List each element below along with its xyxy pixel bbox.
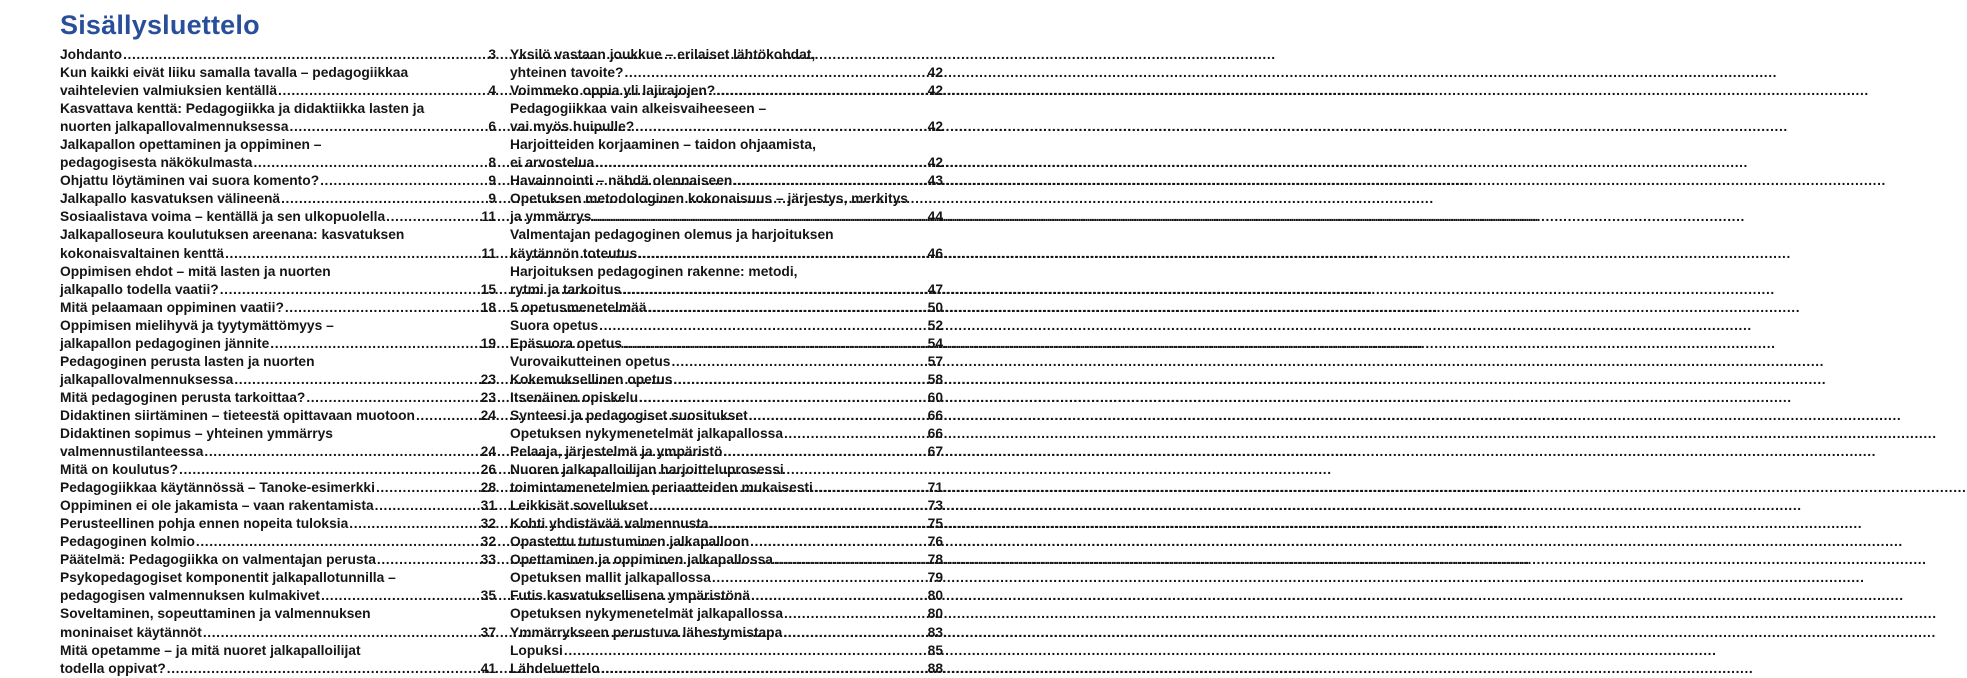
toc-entry-line — [60, 587, 496, 605]
toc-entry-line — [510, 136, 943, 154]
toc-page-number: 80 — [927, 606, 943, 622]
toc-entry[interactable] — [510, 353, 943, 371]
dot-leader — [375, 497, 480, 515]
toc-entry[interactable] — [510, 82, 943, 100]
toc-entry[interactable] — [510, 569, 943, 587]
toc-page-number: 35 — [480, 588, 496, 604]
toc-entry-line — [510, 208, 943, 226]
toc-entry-line — [60, 461, 496, 479]
toc-page-number: 80 — [927, 588, 943, 604]
dot-leader — [281, 190, 487, 208]
toc-entry-line — [60, 136, 496, 154]
toc-page-number: 42 — [927, 155, 943, 171]
toc-entry[interactable] — [60, 533, 496, 551]
toc-page-number: 50 — [927, 299, 943, 315]
dot-leader — [377, 551, 480, 569]
toc-entry-title: Leikkisät sovellukset — [510, 498, 649, 514]
dot-leader — [601, 660, 927, 678]
dot-leader — [179, 461, 480, 479]
toc-entry-line — [510, 569, 943, 587]
toc-column-right — [510, 46, 943, 678]
dot-leader — [671, 353, 926, 371]
toc-entry[interactable] — [60, 497, 496, 515]
dot-leader — [599, 317, 926, 335]
toc-page-number: 32 — [480, 516, 496, 532]
toc-entry[interactable] — [60, 64, 496, 100]
toc-entry[interactable] — [510, 425, 943, 443]
toc-entry[interactable] — [60, 425, 496, 461]
toc-entry-title: Pedagoginen perusta lasten ja nuorten — [60, 353, 315, 369]
toc-page-number: 75 — [927, 516, 943, 532]
toc-entry-title: Kun kaikki eivät liiku samalla tavalla – pedagogiikkaa — [60, 65, 409, 81]
dot-leader — [784, 605, 927, 623]
toc-entry-line — [510, 64, 943, 82]
toc-entry-line — [60, 118, 496, 136]
toc-entry-title: Pedagoginen kolmio — [60, 534, 195, 550]
toc-entry[interactable] — [60, 136, 496, 172]
toc-entry[interactable] — [510, 263, 943, 299]
toc-entry-title: Epäsuora opetus — [510, 335, 622, 351]
toc-entry-title: Kokemuksellinen opetus — [510, 371, 673, 387]
toc-entry-line — [60, 46, 496, 64]
toc-entry-title: rytmi ja tarkoitus — [510, 281, 622, 297]
dot-leader — [639, 389, 927, 407]
toc-entry-title: ei arvostelua — [510, 155, 595, 171]
toc-entry-line — [60, 569, 496, 587]
toc-page-number: 9 — [488, 173, 496, 189]
toc-page-number: 73 — [927, 498, 943, 514]
toc-entry-line — [60, 660, 496, 678]
dot-leader — [595, 154, 926, 172]
toc-entry-title: Kasvattava kenttä: Pedagogiikka ja didaktiikka lasten ja — [60, 101, 425, 117]
toc-entry-line — [510, 551, 943, 569]
toc-page-number: 67 — [927, 444, 943, 460]
toc-entry-line — [510, 425, 943, 443]
toc-entry-line — [60, 263, 496, 281]
toc-entry[interactable] — [510, 190, 943, 226]
dot-leader — [270, 335, 479, 353]
toc-page-number: 4 — [488, 83, 496, 99]
toc-page-number: 8 — [488, 155, 496, 171]
dot-leader — [376, 479, 480, 497]
toc-entry-line — [60, 100, 496, 118]
dot-leader — [635, 118, 926, 136]
toc-page-number: 23 — [480, 389, 496, 405]
toc-page-number: 66 — [927, 425, 943, 441]
toc-entry-title: Mitä on koulutus? — [60, 462, 179, 478]
toc-page-number: 52 — [927, 317, 943, 333]
toc-entry-line — [510, 353, 943, 371]
toc-entry-title: Opetuksen mallit jalkapallossa — [510, 570, 711, 586]
dot-leader — [234, 371, 479, 389]
toc-page-number: 42 — [927, 119, 943, 135]
toc-entry-line — [510, 317, 943, 335]
toc-entry-line — [510, 497, 943, 515]
toc-entry-title: Vurovaikutteinen opetus — [510, 353, 671, 369]
toc-entry-title: Valmentajan pedagoginen olemus ja harjoituksen — [510, 227, 834, 243]
dot-leader — [123, 46, 487, 64]
toc-page-number: 18 — [480, 299, 496, 315]
toc-entry-title: jalkapallovalmennuksessa — [60, 371, 234, 387]
toc-entry-title: 5 opetusmenetelmää — [510, 299, 647, 315]
toc-entry-title: Itsenäinen opiskelu — [510, 389, 639, 405]
toc-entry-title: Didaktinen siirtäminen – tieteestä opittavaan muotoon — [60, 407, 415, 423]
toc-entry-line — [60, 154, 496, 172]
toc-entry[interactable] — [60, 389, 496, 407]
toc-entry-title: Opettaminen ja oppiminen jalkapallossa — [510, 552, 773, 568]
toc-entry-title: pedagogisen valmennuksen kulmakivet — [60, 588, 320, 604]
toc-page-number: 33 — [480, 552, 496, 568]
dot-leader — [349, 515, 479, 533]
toc-entry-line — [510, 407, 943, 425]
toc-entry[interactable] — [60, 190, 496, 208]
toc-entry[interactable] — [60, 226, 496, 262]
toc-entry-line — [60, 624, 496, 642]
dot-leader — [783, 624, 926, 642]
toc-entry-title: jalkapallo todella vaatii? — [60, 281, 219, 297]
dot-leader — [386, 208, 480, 226]
dot-leader — [290, 118, 488, 136]
toc-entry-title: valmennustilanteessa — [60, 444, 204, 460]
toc-entry-line — [60, 64, 496, 82]
toc-entry[interactable] — [510, 551, 943, 569]
dot-leader — [716, 82, 926, 100]
page-title: Sisällysluettelo — [60, 10, 260, 40]
toc-entry[interactable] — [510, 389, 943, 407]
toc-entry[interactable] — [510, 317, 943, 335]
toc-entry[interactable] — [60, 515, 496, 533]
toc-entry-line — [60, 317, 496, 335]
dot-leader — [196, 533, 480, 551]
toc-page-number: 9 — [488, 191, 496, 207]
toc-entry-title: kokonaisvaltainen kenttä — [60, 245, 225, 261]
toc-page-number: 11 — [481, 209, 496, 225]
dot-leader — [320, 172, 487, 190]
toc-entry-title: Pedagogiikkaa käytännössä – Tanoke-esimerkki — [60, 480, 375, 496]
dot-leader — [623, 335, 927, 353]
toc-entry-title: todella oppivat? — [60, 660, 166, 676]
toc-entry-line — [510, 389, 943, 407]
toc-entry-line — [510, 245, 943, 263]
dot-leader — [814, 479, 927, 497]
toc-entry[interactable] — [60, 299, 496, 317]
toc-entry-title: Mitä pelaamaan oppiminen vaatii? — [60, 299, 284, 315]
toc-entry-line — [510, 100, 943, 118]
toc-entry[interactable] — [510, 136, 943, 172]
dot-leader — [416, 407, 480, 425]
dot-leader — [167, 660, 480, 678]
dot-leader — [622, 281, 926, 299]
toc-page-number: 28 — [480, 480, 496, 496]
dot-leader — [220, 281, 480, 299]
toc-page-number: 3 — [488, 47, 496, 62]
toc-entry-title: yhteinen tavoite? — [510, 65, 624, 81]
toc-entry-line — [510, 533, 943, 551]
toc-entry-line — [510, 281, 943, 299]
toc-entry-title: Ymmärrykseen perustuva lähestymistapa — [510, 624, 783, 640]
toc-column-left — [60, 46, 496, 678]
toc-page-number: 42 — [927, 83, 943, 99]
toc-entry-title: Oppimisen mielihyvä ja tyytymättömyys – — [60, 317, 334, 333]
toc-page-number: 37 — [480, 624, 496, 640]
toc-page-number: 47 — [927, 281, 943, 297]
dot-leader — [278, 82, 487, 100]
toc-entry-title: Pelaaja, järjestelmä ja ympäristö — [510, 444, 723, 460]
toc-entry[interactable] — [60, 263, 496, 299]
toc-entry-line — [510, 479, 943, 497]
toc-entry-line — [60, 226, 496, 244]
toc-entry[interactable] — [510, 299, 943, 317]
toc-entry-title: Soveltaminen, sopeuttaminen ja valmennuksen — [60, 606, 371, 622]
toc-entry-title: Harjoituksen pedagoginen rakenne: metodi, — [510, 263, 798, 279]
toc-entry-title: Futis kasvatuksellisena ympäristönä — [510, 588, 751, 604]
toc-entry[interactable] — [510, 46, 943, 82]
toc-page-number: 46 — [927, 245, 943, 261]
toc-entry[interactable] — [60, 317, 496, 353]
toc-entry[interactable] — [510, 461, 943, 497]
toc-entry-title: jalkapallon pedagoginen jännite — [60, 335, 270, 351]
toc-entry-line — [60, 605, 496, 623]
dot-leader — [204, 443, 479, 461]
toc-entry-title: Suora opetus — [510, 317, 599, 333]
dot-leader — [306, 389, 479, 407]
toc-entry-title: Opastettu tutustuminen jalkapalloon — [510, 534, 750, 550]
toc-entry-line — [510, 660, 943, 678]
toc-entry-line — [510, 299, 943, 317]
toc-entry[interactable] — [60, 551, 496, 569]
toc-entry[interactable] — [510, 335, 943, 353]
dot-leader — [648, 299, 927, 317]
toc-entry[interactable] — [60, 605, 496, 641]
toc-entry-line — [60, 389, 496, 407]
toc-entry-line — [60, 443, 496, 461]
toc-entry-line — [510, 371, 943, 389]
toc-entry[interactable] — [510, 100, 943, 136]
toc-page-number: 85 — [927, 642, 943, 658]
toc-entry-title: Lopuksi — [510, 642, 563, 658]
toc-page-number: 23 — [480, 371, 496, 387]
toc-entry-title: Ohjattu löytäminen vai suora komento? — [60, 173, 320, 189]
toc-entry-line — [60, 245, 496, 263]
toc-entry-title: Oppiminen ei ole jakamista – vaan rakentamista — [60, 498, 374, 514]
toc-page-number: 26 — [480, 462, 496, 478]
toc-page-number: 44 — [927, 209, 943, 225]
toc-entry-line — [510, 172, 943, 190]
toc-entry-title: Yksilö vastaan joukkue – erilaiset lähtökohdat, — [510, 47, 816, 62]
toc-page-number: 24 — [480, 407, 496, 423]
toc-entry-title: Oppimisen ehdot – mitä lasten ja nuorten — [60, 263, 331, 279]
toc-entry-line — [510, 190, 943, 208]
toc-entry-line — [60, 82, 496, 100]
toc-entry-line — [510, 642, 943, 660]
toc-entry[interactable] — [510, 226, 943, 262]
toc-entry-line — [510, 46, 943, 64]
toc-entry[interactable] — [510, 660, 943, 678]
toc-entry-line — [510, 624, 943, 642]
toc-entry-line — [60, 353, 496, 371]
toc-entry-line — [510, 82, 943, 100]
toc-entry-title: Johdanto — [60, 47, 123, 62]
toc-page-number: 79 — [927, 570, 943, 586]
toc-entry-line — [510, 263, 943, 281]
toc-entry-title: Sosiaalistava voima – kentällä ja sen ulkopuolella — [60, 209, 386, 225]
toc-entry-line — [510, 335, 943, 353]
toc-entry[interactable] — [510, 172, 943, 190]
toc-entry-line — [60, 299, 496, 317]
toc-entry-line — [60, 497, 496, 515]
toc-entry-title: Perusteellinen pohja ennen nopeita tuloksia — [60, 516, 349, 532]
toc-entry-line — [60, 190, 496, 208]
toc-entry-title: pedagogisesta näkökulmasta — [60, 155, 253, 171]
toc-entry[interactable] — [60, 172, 496, 190]
toc-entry-line — [510, 226, 943, 244]
toc-entry-title: Päätelmä: Pedagogiikka on valmentajan perusta — [60, 552, 376, 568]
toc-entry[interactable] — [510, 497, 943, 515]
dot-leader — [592, 208, 926, 226]
dot-leader — [723, 443, 926, 461]
toc-page-number: 41 — [480, 660, 496, 676]
toc-entry[interactable] — [510, 443, 943, 461]
toc-entry-title: Mitä pedagoginen perusta tarkoittaa? — [60, 389, 306, 405]
toc-entry-line — [60, 479, 496, 497]
toc-entry[interactable] — [60, 569, 496, 605]
toc-entry-title: Jalkapalloseura koulutuksen areenana: kasvatuksen — [60, 227, 405, 243]
toc-entry-title: Jalkapallo kasvatuksen välineenä — [60, 191, 281, 207]
toc-entry[interactable] — [60, 46, 496, 64]
toc-entry-line — [60, 407, 496, 425]
toc-entry-title: Synteesi ja pedagogiset suositukset — [510, 407, 748, 423]
toc-entry[interactable] — [60, 353, 496, 389]
toc-entry[interactable] — [510, 371, 943, 389]
toc-page-number: 6 — [488, 119, 496, 135]
toc-page-number: 76 — [927, 534, 943, 550]
toc-page-number: 66 — [927, 407, 943, 423]
toc-page-number: 24 — [480, 444, 496, 460]
dot-leader — [749, 407, 927, 425]
toc-page-number: 57 — [927, 353, 943, 369]
toc-entry[interactable] — [510, 605, 943, 623]
toc-entry-line — [510, 587, 943, 605]
toc-entry-line — [60, 642, 496, 660]
toc-entry-line — [60, 533, 496, 551]
toc-entry-title: Didaktinen sopimus – yhteinen ymmärrys — [60, 425, 333, 441]
dot-leader — [710, 515, 927, 533]
toc-entry-title: Voimmeko oppia yli lajirajojen? — [510, 83, 716, 99]
toc-entry-title: Lähdeluettelo — [510, 660, 600, 676]
toc-page-number: 32 — [480, 534, 496, 550]
toc-entry-line — [510, 461, 943, 479]
toc-entry-title: Harjoitteiden korjaaminen – taidon ohjaamista, — [510, 137, 816, 153]
dot-leader — [624, 64, 926, 82]
toc-entry-title: vai myös huipulle? — [510, 119, 635, 135]
toc-page-number: 60 — [927, 389, 943, 405]
toc-entry-title: Nuoren jalkapalloilijan harjoitteluprosessi — [510, 462, 784, 478]
toc-entry-title: Opetuksen nykymenetelmät jalkapallossa — [510, 425, 783, 441]
toc-entry[interactable] — [60, 208, 496, 226]
toc-entry-title: Opetuksen metodologinen kokonaisuus – järjestys, merkitys — [510, 191, 908, 207]
dot-leader — [285, 299, 480, 317]
dot-leader — [712, 569, 927, 587]
toc-entry-title: Opetuksen nykymenetelmät jalkapallossa — [510, 606, 783, 622]
toc-entry-line — [60, 371, 496, 389]
toc-entry-title: vaihtelevien valmiuksien kentällä — [60, 83, 278, 99]
toc-entry[interactable] — [60, 100, 496, 136]
toc-entry-line — [60, 515, 496, 533]
toc-entry-title: Havainnointi – nähdä olennaiseen — [510, 173, 733, 189]
dot-leader — [638, 245, 926, 263]
toc-entry-title: Mitä opetamme – ja mitä nuoret jalkapalloilijat — [60, 642, 361, 658]
toc-entry[interactable] — [510, 587, 943, 605]
toc-page-number: 15 — [480, 281, 496, 297]
toc-page-number: 11 — [481, 245, 496, 261]
toc-page-number: 83 — [927, 624, 943, 640]
dot-leader — [649, 497, 927, 515]
toc-entry-line — [60, 172, 496, 190]
toc-entry-title: Psykopedagogiset komponentit jalkapallotunnilla – — [60, 570, 396, 586]
toc-entry[interactable] — [60, 642, 496, 678]
toc-entry-title: moninaiset käytännöt — [60, 624, 202, 640]
toc-entry[interactable] — [60, 407, 496, 425]
dot-leader — [774, 551, 927, 569]
toc-entry-title: Jalkapallon opettaminen ja oppiminen – — [60, 137, 322, 153]
toc-page-number: 58 — [927, 371, 943, 387]
toc-entry-line — [510, 443, 943, 461]
toc-page-number: 54 — [927, 335, 943, 351]
toc-entry-title: ja ymmärrys — [510, 209, 592, 225]
toc-entry-line — [510, 605, 943, 623]
toc-entry-line — [60, 281, 496, 299]
toc-entry-line — [510, 515, 943, 533]
toc-page-number: 42 — [927, 65, 943, 81]
toc-page-number: 19 — [480, 335, 496, 351]
toc-entry-line — [60, 425, 496, 443]
toc-page-number: 31 — [480, 498, 496, 514]
dot-leader — [321, 587, 480, 605]
toc-entry-title: Pedagogiikkaa vain alkeisvaiheeseen – — [510, 101, 767, 117]
toc-page-number: 78 — [927, 552, 943, 568]
dot-leader — [225, 245, 480, 263]
toc-entry-line — [60, 551, 496, 569]
toc-entry[interactable] — [510, 515, 943, 533]
toc-entry[interactable] — [510, 624, 943, 642]
toc-page-number: 43 — [927, 173, 943, 189]
toc-entry[interactable] — [60, 479, 496, 497]
toc-entry-line — [60, 208, 496, 226]
dot-leader — [203, 624, 480, 642]
dot-leader — [564, 642, 927, 660]
dot-leader — [253, 154, 487, 172]
dot-leader — [751, 587, 927, 605]
toc-entry-title: käytännön toteutus — [510, 245, 638, 261]
toc-entry-title: Kohti yhdistävää valmennusta — [510, 516, 709, 532]
toc-entry[interactable] — [510, 407, 943, 425]
toc-entry-line — [60, 335, 496, 353]
toc-entry-title: toimintamenetelmien periaatteiden mukaisesti — [510, 480, 813, 496]
toc-entry[interactable] — [510, 533, 943, 551]
dot-leader — [733, 172, 926, 190]
toc-page-number: 71 — [927, 480, 943, 496]
dot-leader — [784, 425, 927, 443]
toc-entry[interactable] — [510, 642, 943, 660]
toc-entry[interactable] — [60, 461, 496, 479]
toc-entry-title: nuorten jalkapallovalmennuksessa — [60, 119, 289, 135]
toc-entry-line — [510, 118, 943, 136]
toc-entry-line — [510, 154, 943, 172]
dot-leader — [750, 533, 926, 551]
toc-page-number: 88 — [927, 660, 943, 676]
dot-leader — [674, 371, 927, 389]
